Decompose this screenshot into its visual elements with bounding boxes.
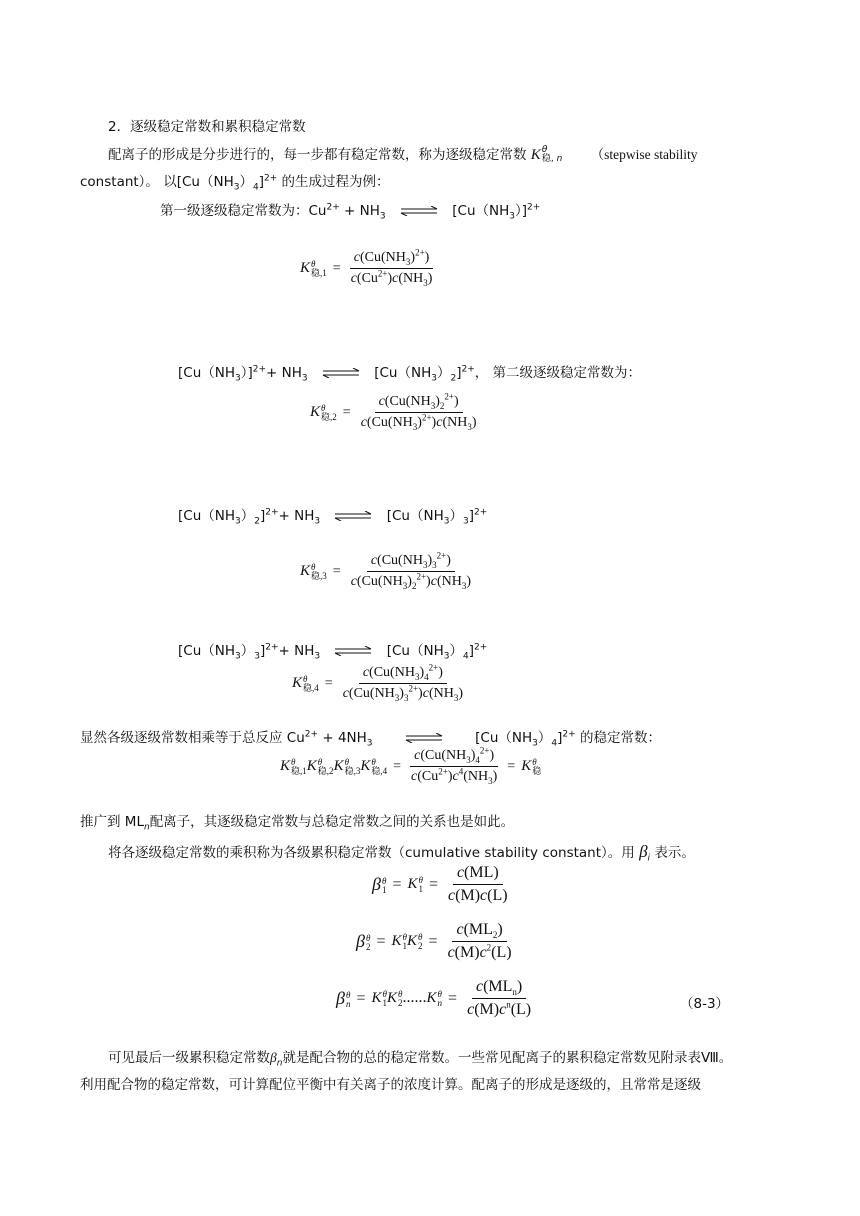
step1-reaction: 第一级逐级稳定常数为：$Cu^{2+} + NH_3$ $[Cu(NH_3)]^{2+}$ bbox=[160, 202, 541, 222]
overall-k-expression: K θ 稳,1 K θ 稳,2 K θ 稳,3 K θ 稳,4 = $\frac{c(Cu(NH_3)_4^{2+})}{c(Cu^{2+})c^4(NH_3)}$ = K θ 稳 bbox=[280, 745, 542, 786]
cumulative-text: 将各逐级稳定常数的乘积称为各级累积稳定常数（cumulative stability constant）。用 $\beta_i$ 表示。 bbox=[108, 842, 695, 864]
equilibrium-arrow bbox=[334, 646, 372, 656]
intro-line-1: 配离子的形成是分步进行的，每一步都有稳定常数，称为逐级稳定常数 K θ 稳, n （stepwise stability bbox=[108, 145, 698, 164]
beta2-expression: β θ 2 = K θ 1 K θ 2 = $\frac{c(ML_2)}{c(M)c^2(L)}$ bbox=[356, 921, 512, 961]
equilibrium-arrow bbox=[405, 733, 443, 743]
k2-expression: K θ 稳,2 = $\frac{c(Cu(NH_3)_2^{2+})}{c(Cu(NH_3)^{2+})c(NH_3)}$ bbox=[310, 391, 477, 432]
step3-reaction: $[Cu(NH_3)_2]^{2+}+ NH_3$ $[Cu(NH_3)_3]^{2+}$ bbox=[178, 507, 488, 527]
beta1-expression: β θ 1 = K θ 1 = $\frac{c(ML)}{c(M)c(L)}$ bbox=[372, 864, 508, 904]
k3-expression: K θ 稳,3 = $\frac{c(Cu(NH_3)_3^{2+})}{c(Cu(NH_3)_2^{2+})c(NH_3)}$ bbox=[300, 550, 471, 591]
step2-reaction: $[Cu(NH_3)]^{2+}+ NH_3$ $[Cu(NH_3)_2]^{2+}$， 第二级逐级稳定常数为： bbox=[178, 364, 642, 384]
overall-reaction-line: 显然各级逐级常数相乘等于总反应 $Cu^{2+} + 4NH_3$ $[Cu(NH_3)_4]^{2+}$ 的稳定常数： bbox=[80, 729, 661, 749]
equilibrium-arrow bbox=[400, 206, 438, 216]
k1-expression: K θ 稳,1 = $\frac{c(Cu(NH_3)^{2+})}{c(Cu^{2+})c(NH_3)}$ bbox=[300, 247, 433, 288]
equilibrium-arrow bbox=[322, 368, 360, 378]
final-line-2: 利用配合物的稳定常数，可计算配位平衡中有关离子的浓度计算。配离子的形成是逐级的，且常常是逐级 bbox=[80, 1077, 701, 1093]
generalize-text: 推广到 $ML_n$配离子，其逐级稳定常数与总稳定常数之间的关系也是如此。 bbox=[80, 814, 515, 833]
equation-number: （8-3） bbox=[680, 996, 730, 1012]
step4-reaction: $[Cu(NH_3)_3]^{2+}+ NH_3$ $[Cu(NH_3)_4]^{2+}$ bbox=[178, 642, 488, 662]
section-heading: 2．逐级稳定常数和累积稳定常数 bbox=[108, 119, 306, 135]
intro-line-2: constant）。 以$[Cu(NH_3)_4]^{2+}$ 的生成过程为例： bbox=[80, 173, 390, 193]
betan-expression: β θ n = K θ 1 K θ 2 ......K θ n = $\frac{c(ML_n)}{c(M)c^n(L)}$ bbox=[336, 978, 532, 1018]
k4-expression: K θ 稳,4 = $\frac{c(Cu(NH_3)_4^{2+})}{c(Cu(NH_3)_3^{2+})c(NH_3)}$ bbox=[292, 662, 463, 703]
final-line-1: 可见最后一级累积稳定常数$\beta_n$就是配合物的总的稳定常数。一些常见配离子的累积稳定常数见附录表Ⅷ。 bbox=[108, 1050, 733, 1069]
equilibrium-arrow bbox=[334, 511, 372, 521]
